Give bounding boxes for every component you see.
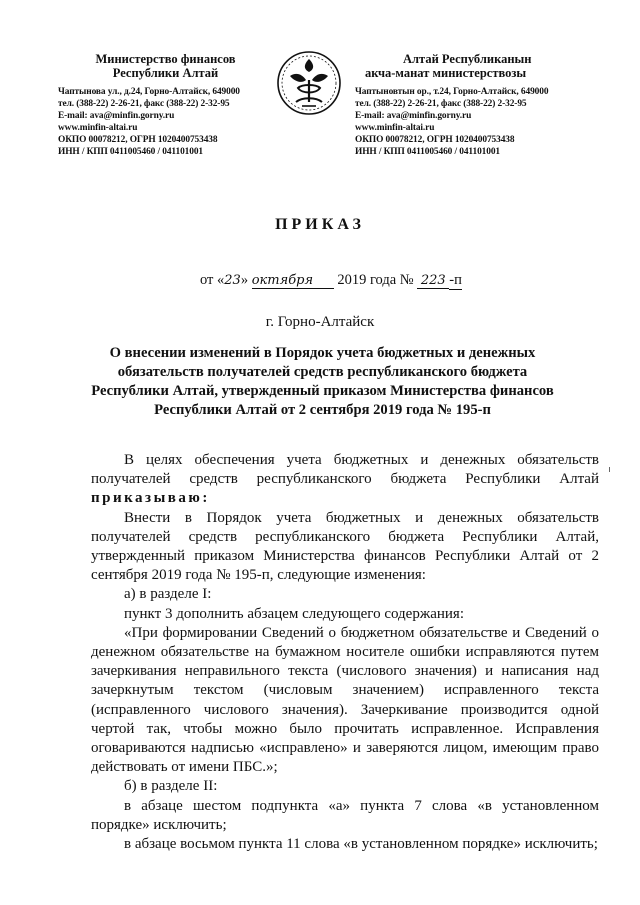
preamble-paragraph [91,451,599,509]
clause-seven-item: в абзаце шестом подпункта «а» пункта 7 слова «в установленном порядке» исключить; [91,797,599,833]
subject-line: Республики Алтай от 2 сентября 2019 года № 195-п [154,402,491,418]
handwritten-day: 23 [224,273,241,288]
org-name-altai [355,52,585,80]
phone-line: тел. (388-22) 2-26-21, факс (388-22) 2-32-95 [355,99,527,109]
subject-line: Республики Алтай, утвержденный приказом Министерства финансов [91,383,554,399]
email-line: E-mail: ava@minfin.gorny.ru [58,111,175,121]
inn-line: ИНН / КПП 0411005460 / 041101001 [58,147,204,157]
okpo-line: ОКПО 00078212, ОГРН 1020400753438 [355,135,515,145]
city-line: г. Горно-Алтайск [265,314,375,330]
org-name-line: Республики Алтай [112,66,219,80]
inn-line: ИНН / КПП 0411005460 / 041101001 [355,147,501,157]
amendment-intro-paragraph: Внести в Порядок учета бюджетных и денежных обязательств получателей средств республиканского бюджета Республики Алтай, утвержденный приказом Министерства финансов Республики Алтай от 2 сентября 2019 года № 195-п, следующие изменения: [91,509,599,584]
order-word: приказываю: [91,490,210,507]
subject-line: О внесении изменений в Порядок учета бюджетных и денежных [109,345,536,361]
org-name-russian [58,52,273,80]
org-name-line: Министерство финансов [95,52,236,66]
org-name-line: Алтай Республиканын [403,52,532,66]
quoted-amendment-paragraph: «При формировании Сведений о бюджетном обязательстве и Сведений о денежном обязательстве на бумажном носителе ошибки исправляются путем зачеркивания неправильного текста (числового значения) и написания над зачеркнутым текстом (числовым значением) исправленного текста (исправленного числового значения). Зачеркивание производится одной чертой так, чтобы можно было прочитать исправленное. Исправления оговариваются надписью «исправлено» и заверяются лицом, имеющим право действовать от имени ПБС.»; [91,624,599,776]
website-line: www.minfin-altai.ru [355,123,435,133]
order-number-suffix: -п [449,272,462,288]
letterhead-right [355,52,585,158]
org-name-line: акча-манат министерствозы [365,66,527,80]
date-year: 2019 года № [333,272,418,288]
date-mid: » [240,272,249,288]
clause-three-item: пункт 3 дополнить абзацем следующего содержания: [124,605,464,622]
handwritten-month: октября [252,273,334,289]
phone-line: тел. (388-22) 2-26-21, факс (388-22) 2-32-95 [58,99,230,109]
preamble-text: В целях обеспечения учета бюджетных и денежных обязательств получателей средств республиканского бюджета Республики Алтай [91,452,599,488]
order-body [91,451,599,854]
clause-eleven-item: в абзаце восьмом пункта 11 слова «в установленном порядке» исключить; [124,836,598,853]
website-line: www.minfin-altai.ru [58,123,138,133]
section-one-item: а) в разделе I: [124,586,212,603]
order-date-number [200,272,520,290]
handwritten-order-number: 223 [417,273,449,289]
document-title: ПРИКАЗ [275,216,365,233]
address-line: Чаптыновтын ор., т.24, Горно-Алтайск, 649000 [355,87,549,97]
org-details-altai [355,86,585,158]
subject-line: обязательств получателей средств республиканского бюджета [117,364,528,380]
coat-of-arms-emblem [276,50,342,116]
date-prefix: от « [200,272,225,288]
okpo-line: ОКПО 00078212, ОГРН 1020400753438 [58,135,218,145]
email-line: E-mail: ava@minfin.gorny.ru [355,111,472,121]
section-two-item: б) в разделе II: [124,778,218,795]
org-details-russian [58,86,273,158]
order-subject [90,344,555,420]
address-line: Чаптынова ул., д.24, Горно-Алтайск, 649000 [58,87,240,97]
letterhead-left [58,52,273,158]
margin-mark [609,467,610,472]
